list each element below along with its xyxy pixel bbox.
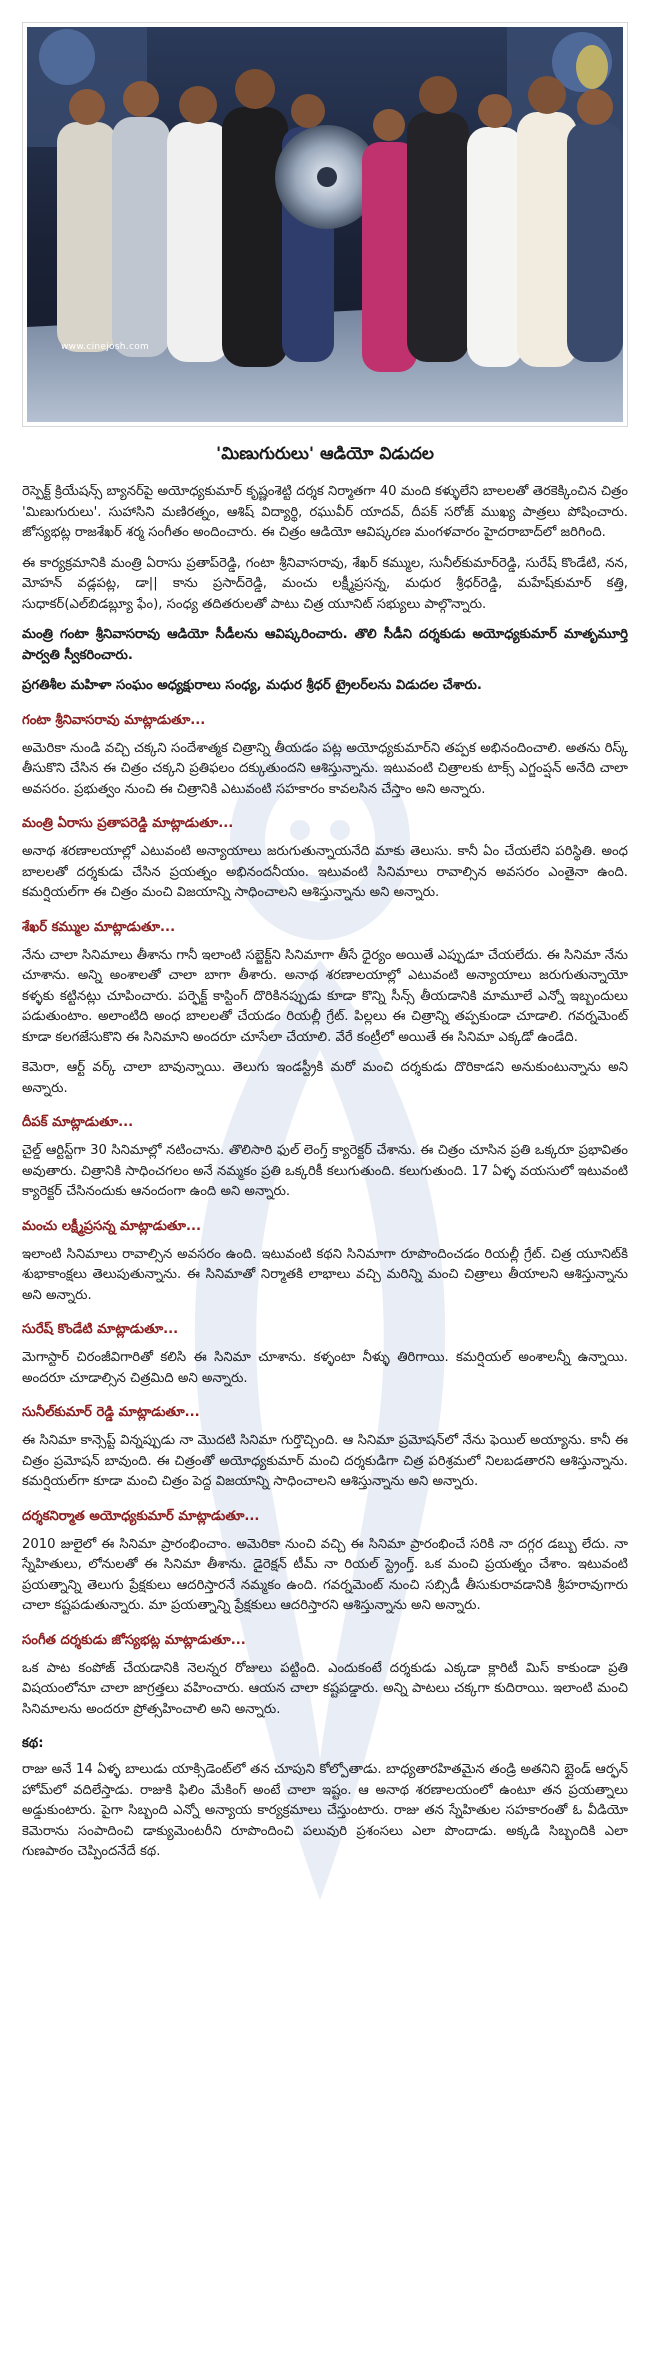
section-sekhar-para-1: నేను చాలా సినిమాలు తీశాను గానీ ఇలాంటి సబ్జెక్ట్‌ని సినిమాగా తీసే ధైర్యం అయితే ఎప్పుడూ చేయలేదు. ఈ సినిమా నేను చూశాను. అన్ని అంశాలతో చాలా బాగా తీశారు. అనాథ శరణాలయాల్లో ఎటువంటి అన్యాయాలు జరుగుతున్నాయో కళ్ళకు కట్టినట్లు చూపించారు. పర్ఫెక్ట్‌ కాస్టింగ్‌ దొరికినప్పుడు కూడా కొన్ని సీన్స్‌ తీయడానికి మామూలే ఎన్నో ఇబ్బందులు పడుతుంటాం. అలాంటిది అంధ బాలలతో చేయడం రియల్లీ గ్రేట్‌. పిల్లలు ఈ చిత్రాన్ని తప్పకుండా చూడాలి. గవర్నమెంట్‌ కూడా కలగజేసుకొని ఈ సినిమాని అందరూ చూసేలా చేయాలి. వేరే కంట్రీలో అయితే ఈ సినిమా ఎక్కడో ఉండేది. xyxy=(22,947,628,1045)
section-heading-lakshmi: మంచు లక్ష్మీప్రసన్న మాట్లాడుతూ... xyxy=(22,1218,202,1234)
section-heading-sunil: సునీల్‌కుమార్‌ రెడ్డి మాట్లాడుతూ... xyxy=(22,1405,200,1420)
section-deepak-para: చైల్డ్‌ ఆర్టిస్ట్‌గా 30 సినిమాల్లో నటించాను. తొలిసారి ఫుల్‌ లెంగ్త్‌ క్యారెక్టర్‌ చేశాను. ఈ చిత్రం చూసిన ప్రతి ఒక్కరూ ప్రభావితం అవుతారు. చిత్రానికి సాధించగలం అనే నమ్మకం ప్రతి ఒక్కరికీ కలుగుతుంది. కలుగుతుంది. 17 ఏళ్ళ వయసులో ఇటువంటి క్యారెక్టర్‌ చేసినందుకు ఆనందంగా ఉంది అని అన్నారు. xyxy=(22,1143,628,1199)
section-heading-sekhar: శేఖర్‌ కమ్ముల మాట్లాడుతూ... xyxy=(22,919,176,935)
article-guests: ఈ కార్యక్రమానికి మంత్రి ఏరాసు ప్రతాప్‌రెడ్డి, గంటా శ్రీనివాసరావు, శేఖర్‌ కమ్ముల, సునీల్‌కుమార్‌రెడ్డి, సురేష్‌ కొండేటి, నన, మోహన్‌ వడ్లపట్ల, డా|| కాను ప్రసాద్‌రెడ్డి, మంచు లక్ష్మీప్రసన్న, మధుర శ్రీధర్‌రెడ్డి, మహేష్‌కుమార్‌ కత్తి, సుధాకర్‌(ఎల్‌బిడబ్ల్యూ ఫేం), సంధ్య తదితరులతో పాటు చిత్ర యూనిట్‌ సభ్యులు పాల్గొన్నారు. xyxy=(22,555,628,612)
story-label: కథ: xyxy=(22,1736,44,1751)
event-photo xyxy=(27,27,623,422)
section-sunil-para: ఈ సినిమా కాన్సెప్ట్‌ విన్నప్పుడు నా మొదటి సినిమా గుర్తొచ్చింది. ఆ సినిమా ప్రమోషన్‌లో నేను ఫెయిల్‌ అయ్యాను. కానీ ఈ చిత్రం ప్రమోషన్‌ బావుంది. ఈ చిత్రంతో అయోధ్యకుమార్‌ మంచి దర్శకుడిగా చిత్ర పరిశ్రమలో నిలబడతారని ఆశిస్తున్నాను. కమర్షియల్‌గా కూడా మంచి చిత్రం పెద్ద విజయాన్ని సాధించాలని ఆశిస్తున్నాను అని అన్నారు. xyxy=(22,1433,628,1489)
photo-credit: www.cinejosh.com xyxy=(61,342,150,352)
article xyxy=(22,440,628,1873)
section-heading-ayodhya: దర్శకనిర్మాత అయోధ్యకుమార్‌ మాట్లాడుతూ... xyxy=(22,1508,260,1524)
section-ganta-para: అమెరికా నుండి వచ్చి చక్కని సందేశాత్మక చిత్రాన్ని తీయడం పట్ల అయోధ్యకుమార్‌ని తప్పక అభినందించాలి. అతను రిస్క్‌ తీసుకొని చేసిన ఈ చిత్రం చక్కని ప్రతిఫలం దక్కుతుందని ఆశిస్తున్నాను. ఇటువంటి చిత్రాలకు టాక్స్‌ ఎగ్జంప్షన్‌ అనేది చాలా అవసరం. ప్రభుత్వం నుంచి ఈ చిత్రానికి ఎటువంటి సహకారం కావలసిన చేస్తాం అని అన్నారు. xyxy=(22,740,628,797)
section-sekhar-para-2: కెమెరా, ఆర్ట్‌ వర్క్‌ చాలా బావున్నాయి. తెలుగు ఇండస్ట్రీకి మరో మంచి దర్శకుడు దొరికాడని అనుకుంటున్నాను అని అన్నారు. xyxy=(22,1060,628,1096)
article-title: 'మిణుగురులు' ఆడియో విడుదల xyxy=(216,444,434,464)
story-para: రాజు అనే 14 ఏళ్ళ బాలుడు యాక్సిడెంట్‌లో తన చూపుని కోల్పోతాడు. బాధ్యతారహితమైన తండ్రి అతనిని బ్లైండ్‌ ఆర్ఫన్‌ హోమ్‌లో వదిలేస్తాడు. రాజుకి ఫిలిం మేకింగ్‌ అంటే చాలా ఇష్టం. ఆ అనాథ శరణాలయంలో ఉంటూ తన ప్రయత్నాలు అడ్డుకుంటారు. పైగా సిబ్బంది ఎన్నో అన్యాయ కార్యక్రమాలు చేస్తుంటారు. రాజు తన స్నేహితుల సహకారంతో ఓ వీడియో కెమెరాను సంపాదించి డాక్యుమెంటరీని రూపొందించి పలువురి ప్రశంసలు ఎలా పొందాడు. అక్కడి సిబ్బందికి ఎలా గుణపాఠం చెప్పిందనేదే కథ. xyxy=(22,1762,628,1859)
section-music-para: ఒక పాట కంపోజ్‌ చేయడానికి నెలన్నర రోజులు పట్టింది. ఎందుకంటే దర్శకుడు ఎక్కడా క్లారిటీ మిస్‌ కాకుండా ప్రతి విషయంలోనూ చాలా జాగ్రత్తలు వహించారు. ఆయన చాలా కష్టపడ్డారు. అన్ని పాటలు చక్కగా కుదిరాయి. ఇలాంటి మంచి సినిమాలను అందరూ ప్రోత్సహించాలి అని అన్నారు. xyxy=(22,1660,628,1717)
section-heading-suresh: సురేష్‌ కొండేటి మాట్లాడుతూ... xyxy=(22,1322,179,1337)
event-photo-illustration xyxy=(27,27,623,422)
section-ayodhya-para: 2010 జులైలో ఈ సినిమా ప్రారంభించాం. అమెరికా నుంచి వచ్చి ఈ సినిమా ప్రారంభించే సరికి నా దగ్గర డబ్బు లేదు. నా స్నేహితులు, లోనులతో ఈ సినిమా తీశాను. డైరెక్షన్‌ టీమ్‌ నా రియల్‌ స్ట్రెంగ్త్‌. ఒక మంచి ప్రయత్నం చేశాం. ఇటువంటి ప్రయత్నాన్ని తెలుగు ప్రేక్షకులు ఆదరిస్తారనే నమ్మకం ఉంది. గవర్నమెంట్‌ నుంచి సబ్సిడీ తీసుకురావడానికి శ్రీహరావుగారు చాలా కష్టపడుతున్నారు. మా ప్రయత్నాన్ని ప్రేక్షకులు ఆదరిస్తారని ఆశిస్తున్నాను అని అన్నారు. xyxy=(22,1536,628,1613)
section-heading-erasu: మంత్రి ఏరాసు ప్రతాపరెడ్డి మాట్లాడుతూ... xyxy=(22,816,234,831)
section-suresh-para: మెగాస్టార్‌ చిరంజీవిగారితో కలిసి ఈ సినిమా చూశాను. కళ్ళంటా నీళ్ళు తిరిగాయి. కమర్షియల్‌ అంశాలన్నీ ఉన్నాయి. అందరూ చూడాల్సిన చిత్రమిది అని అన్నారు. xyxy=(22,1350,628,1386)
section-heading-ganta: గంటా శ్రీనివాసరావు మాట్లాడుతూ... xyxy=(22,712,206,728)
section-erasu-para: అనాథ శరణాలయాల్లో ఎటువంటి అన్యాయాలు జరుగుతున్నాయనేది మాకు తెలుసు. కానీ ఏం చేయలేని పరిస్థితి. అంధ బాలలతో దర్శకుడు చేసిన ప్రయత్నం అభినందనీయం. ఇటువంటి సినిమాలు రావాల్సిన అవసరం ఎంతైనా ఉంది. కమర్షియల్‌గా ఈ చిత్రం మంచి విజయాన్ని సాధించాలని ఆశిస్తున్నాను అని అన్నారు. xyxy=(22,844,628,900)
section-heading-deepak: దీపక్‌ మాట్లాడుతూ... xyxy=(22,1115,134,1130)
article-lead-audio: మంత్రి గంటా శ్రీనివాసరావు ఆడియో సీడీలను ఆవిష్కరించారు. తొలి సీడీని దర్శకుడు అయోధ్యకుమార్‌ మాతృమూర్తి పార్వతి స్వీకరించారు. xyxy=(22,627,628,663)
article-lead-trailer: ప్రగతిశీల మహిళా సంఘం అధ్యక్షురాలు సంధ్య, మధుర శ్రీధర్‌ ట్రైలర్‌లను విడుదల చేశారు. xyxy=(22,678,482,693)
section-lakshmi-para: ఇలాంటి సినిమాలు రావాల్సిన అవసరం ఉంది. ఇటువంటి కథని సినిమాగా రూపొందించడం రియల్లీ గ్రేట్‌. చిత్ర యూనిట్‌కి శుభాకాంక్షలు తెలుపుతున్నాను. ఈ సినిమాతో నిర్మాతకి లాభాలు వచ్చి మరిన్ని మంచి చిత్రాలు తీయాలని ఆశిస్తున్నాను అని అన్నారు. xyxy=(22,1246,628,1303)
event-photo-frame xyxy=(22,22,628,427)
section-heading-music: సంగీత దర్శకుడు జోస్యభట్ల మాట్లాడుతూ... xyxy=(22,1632,246,1648)
article-intro: రెస్పెక్ట్‌ క్రియేషన్స్‌ బ్యానర్‌పై అయోధ్యకుమార్‌ కృష్ణంశెట్టి దర్శక నిర్మాతగా 40 మంది కళ్ళులేని బాలలతో తెరకెక్కించిన చిత్రం 'మిణుగురులు'. సుహాసిని మణిరత్నం, ఆశిష్‌ విద్యార్థి, రఘువీర్‌ యాదవ్‌, దీపక్‌ సరోజ్‌ ముఖ్య పాత్రలు పోషించారు. జోస్యభట్ల రాజశేఖర్‌ శర్మ సంగీతం అందించారు. ఈ చిత్రం ఆడియో ఆవిష్కరణ మంగళవారం హైదరాబాద్‌లో జరిగింది. xyxy=(22,484,628,540)
